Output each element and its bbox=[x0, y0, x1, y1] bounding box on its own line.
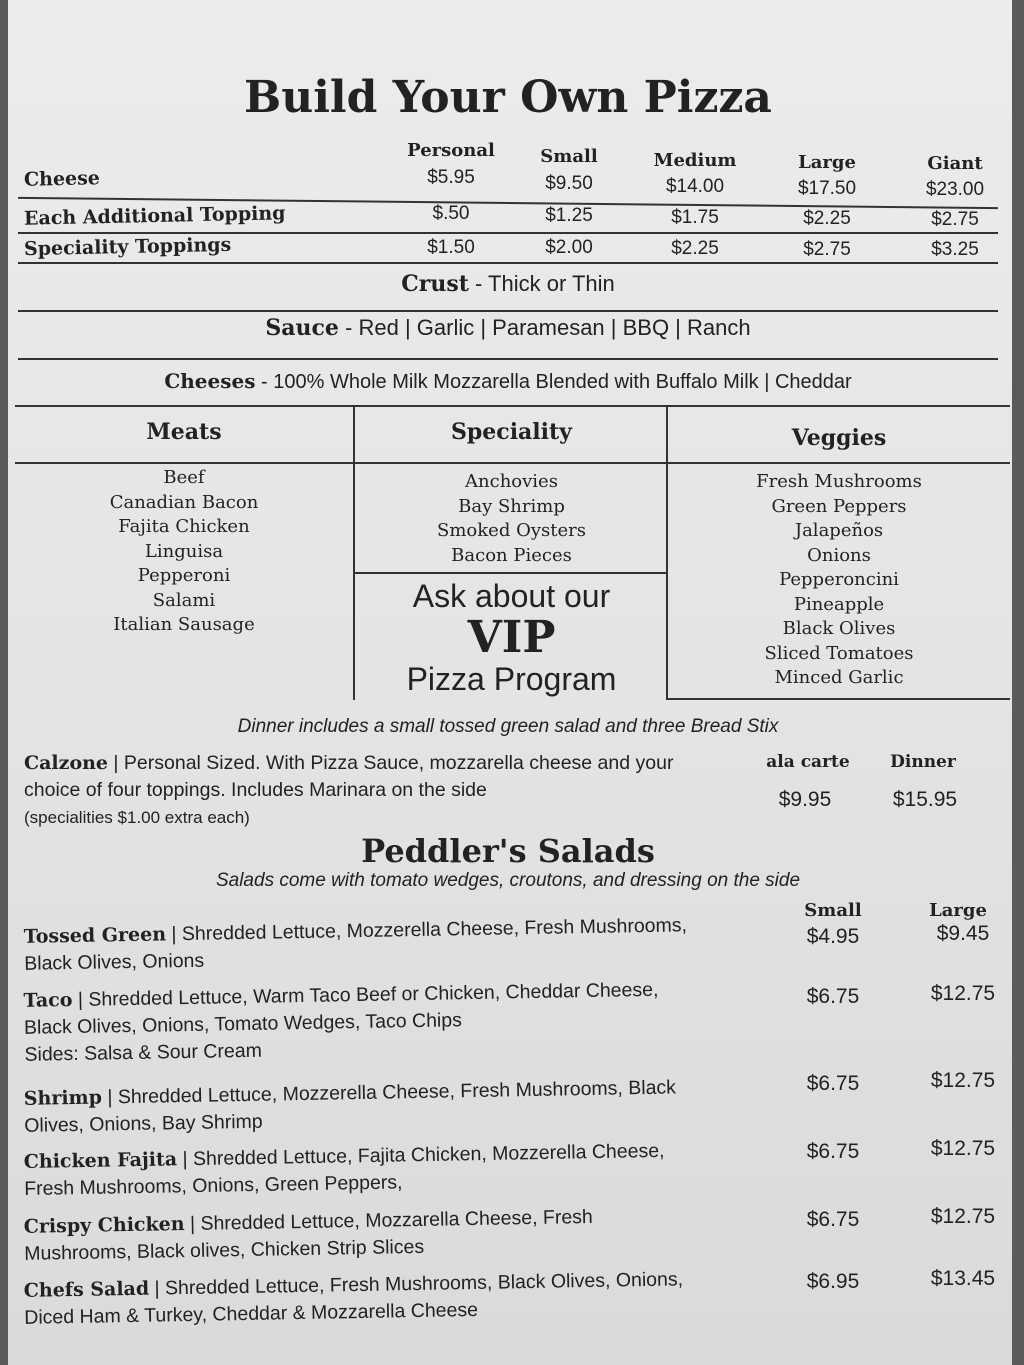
price-cell: $3.25 bbox=[931, 239, 979, 260]
veggies-header: Veggies bbox=[668, 407, 1010, 464]
salad-large-price: $13.45 bbox=[930, 1267, 996, 1290]
small-header: Small bbox=[804, 900, 862, 921]
topping-item: Canadian Bacon bbox=[109, 491, 259, 513]
vip-line2: VIP bbox=[467, 612, 556, 663]
price-cell: $1.50 bbox=[427, 237, 475, 258]
salad-small-price: $6.75 bbox=[806, 1208, 860, 1231]
cheeses-label: Cheeses bbox=[164, 369, 256, 393]
price-cell: $2.25 bbox=[671, 238, 719, 259]
dinner-note: Dinner includes a small tossed green salad and three Bread Stix bbox=[237, 716, 779, 737]
crust-line bbox=[8, 271, 1008, 297]
veggies-column bbox=[666, 407, 1010, 700]
salads-title: Peddler's Salads bbox=[361, 832, 655, 870]
salad-desc: | Shredded Lettuce, Warm Taco Beef or Chicken, Cheddar Cheese, Black Olives, Onions, Tomato Wedges, Taco Chips bbox=[23, 978, 659, 1039]
price-cell: $1.25 bbox=[545, 205, 593, 226]
price-row-label: Cheese bbox=[23, 167, 101, 191]
price-cell: $9.50 bbox=[545, 173, 593, 194]
size-header-medium: Medium bbox=[653, 150, 737, 171]
topping-item: Beef bbox=[163, 467, 205, 488]
salad-desc: | Shredded Lettuce, Fajita Chicken, Mozzerella Cheese, Fresh Mushrooms, Onions, Green Peppers, bbox=[24, 1139, 665, 1201]
topping-item: Pineapple bbox=[793, 593, 885, 615]
price-cell: $23.00 bbox=[925, 179, 985, 200]
salad-name: Tossed Green bbox=[23, 923, 167, 948]
salad-desc: | Shredded Lettuce, Mozzarella Cheese, Fresh Mushrooms, Black olives, Chicken Strip Slices bbox=[24, 1205, 593, 1265]
crust-options: - Thick or Thin bbox=[468, 271, 615, 296]
sauce-line bbox=[8, 315, 1008, 341]
size-header-large: Large bbox=[798, 152, 856, 173]
topping-item: Linguisa bbox=[144, 540, 224, 562]
salad-desc: | Shredded Lettuce, Mozzerella Cheese, Fresh Mushrooms, Black Olives, Onions, Bay Shrimp bbox=[24, 1076, 677, 1137]
price-row-label: Each Additional Topping bbox=[23, 202, 286, 230]
size-header-small: Small bbox=[540, 146, 598, 167]
salad-name: Taco bbox=[23, 988, 73, 1012]
topping-item: Fresh Mushrooms bbox=[756, 471, 922, 492]
salad-small-price: $6.95 bbox=[806, 1270, 860, 1293]
topping-item: Green Peppers bbox=[771, 495, 907, 517]
salad-item bbox=[24, 1266, 695, 1332]
size-header-personal: Personal bbox=[407, 140, 495, 161]
calzone-note: (specialities $1.00 extra each) bbox=[24, 808, 250, 827]
calzone-alacarte-price: $9.95 bbox=[778, 788, 832, 811]
price-cell: $17.50 bbox=[797, 178, 857, 199]
calzone-desc: | Personal Sized. With Pizza Sauce, mozzarella cheese and your choice of four toppings. Includes Marinara on the side bbox=[24, 752, 674, 801]
salad-small-price: $4.95 bbox=[806, 925, 860, 948]
toppings-grid bbox=[15, 405, 1010, 700]
topping-item: Bacon Pieces bbox=[451, 544, 572, 566]
salad-item bbox=[23, 976, 694, 1069]
cheeses-line bbox=[8, 369, 1008, 394]
topping-item: Sliced Tomatoes bbox=[764, 642, 914, 664]
divider bbox=[18, 310, 998, 312]
topping-item: Fajita Chicken bbox=[118, 516, 250, 537]
salad-name: Chefs Salad bbox=[23, 1277, 150, 1302]
salad-small-price: $6.75 bbox=[806, 985, 860, 1008]
salad-item bbox=[24, 1137, 715, 1203]
large-header: Large bbox=[929, 900, 987, 921]
cheeses-options: - 100% Whole Milk Mozzarella Blended with Buffalo Milk | Cheddar bbox=[255, 371, 852, 393]
price-cell: $2.25 bbox=[803, 208, 851, 229]
topping-item: Minced Garlic bbox=[774, 667, 904, 688]
salad-desc: | Shredded Lettuce, Fresh Mushrooms, Black Olives, Onions, Diced Ham & Turkey, Cheddar & Mozzarella Cheese bbox=[24, 1268, 684, 1329]
speciality-header: Speciality bbox=[355, 407, 668, 464]
salad-small-price: $6.75 bbox=[806, 1072, 860, 1095]
price-row-label: Speciality Toppings bbox=[23, 233, 232, 261]
calzone-dinner-price: $15.95 bbox=[892, 788, 958, 811]
price-cell: $2.75 bbox=[931, 209, 979, 230]
meats-column bbox=[15, 407, 355, 700]
salad-small-price: $6.75 bbox=[806, 1140, 860, 1163]
calzone-item bbox=[24, 750, 714, 831]
salad-large-price: $9.45 bbox=[936, 922, 990, 945]
salads-subtitle: Salads come with tomato wedges, croutons, and dressing on the side bbox=[215, 870, 801, 891]
alacarte-header: ala carte bbox=[766, 752, 850, 772]
meats-header: Meats bbox=[15, 407, 353, 464]
divider bbox=[18, 262, 998, 264]
size-header-giant: Giant bbox=[927, 153, 983, 174]
salad-large-price: $12.75 bbox=[930, 1069, 996, 1092]
topping-item: Salami bbox=[152, 589, 216, 611]
price-cell: $14.00 bbox=[665, 176, 725, 197]
price-cell: $.50 bbox=[432, 203, 470, 224]
salad-name: Chicken Fajita bbox=[23, 1148, 178, 1174]
salad-item bbox=[24, 1202, 695, 1268]
topping-item: Jalapeños bbox=[794, 520, 884, 541]
price-cell: $2.75 bbox=[803, 239, 851, 260]
salad-name: Crispy Chicken bbox=[23, 1213, 185, 1238]
salad-large-price: $12.75 bbox=[930, 982, 996, 1005]
topping-item: Pepperoni bbox=[137, 565, 231, 586]
crust-label: Crust bbox=[401, 271, 469, 297]
salad-item bbox=[24, 912, 695, 978]
price-cell: $2.00 bbox=[545, 237, 593, 258]
topping-item: Anchovies bbox=[465, 471, 558, 492]
sauce-label: Sauce bbox=[265, 315, 339, 341]
salad-item bbox=[24, 1074, 695, 1140]
price-cell: $1.75 bbox=[671, 207, 719, 228]
topping-item: Smoked Oysters bbox=[437, 520, 586, 541]
salad-extra: Sides: Salsa & Sour Cream bbox=[24, 1039, 263, 1066]
salad-large-price: $12.75 bbox=[930, 1137, 996, 1160]
salad-desc: | Shredded Lettuce, Mozzerella Cheese, Fresh Mushrooms, Black Olives, Onions bbox=[24, 914, 688, 975]
topping-item: Italian Sausage bbox=[113, 614, 255, 635]
divider bbox=[18, 232, 998, 234]
dinner-header: Dinner bbox=[890, 752, 956, 772]
price-cell: $5.95 bbox=[427, 167, 475, 188]
topping-item: Onions bbox=[807, 544, 871, 566]
page-title: Build Your Own Pizza bbox=[244, 72, 772, 123]
salad-large-price: $12.75 bbox=[930, 1205, 996, 1228]
vip-promo bbox=[355, 572, 668, 702]
salad-name: Shrimp bbox=[23, 1086, 103, 1110]
sauce-options: - Red | Garlic | Paramesan | BBQ | Ranch bbox=[338, 315, 751, 340]
topping-item: Pepperoncini bbox=[779, 569, 899, 590]
vip-line1: Ask about our bbox=[412, 578, 611, 614]
topping-item: Black Olives bbox=[782, 618, 896, 639]
calzone-name: Calzone bbox=[24, 752, 109, 774]
vip-line3: Pizza Program bbox=[406, 661, 617, 697]
topping-item: Bay Shrimp bbox=[458, 495, 565, 517]
divider bbox=[18, 358, 998, 360]
menu-page bbox=[8, 0, 1012, 1365]
